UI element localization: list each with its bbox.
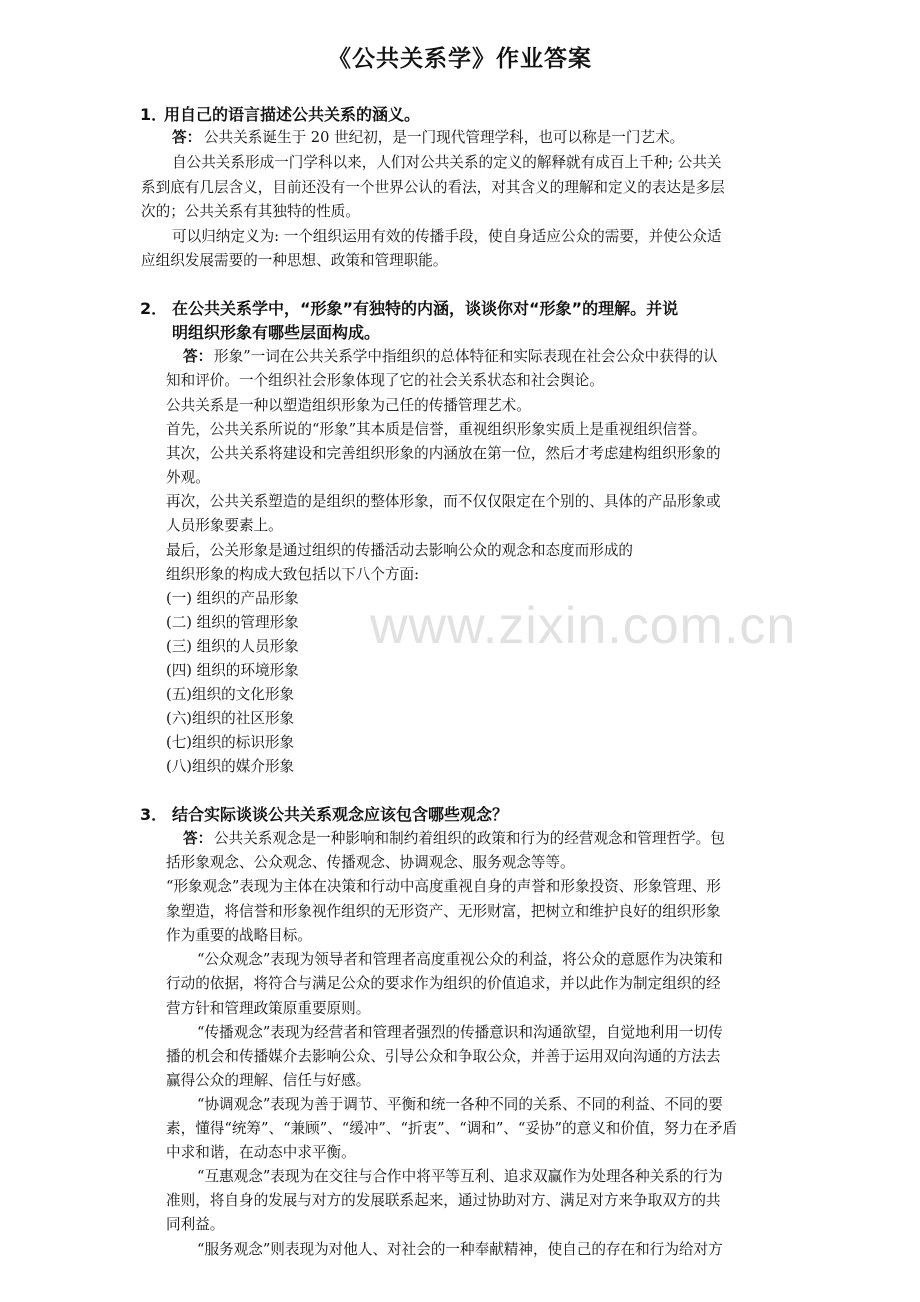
q3-line: “协调观念”表现为善于调节、平衡和统一各种不同的关系、不同的利益、不同的要: [197, 1096, 723, 1113]
q2-line: 形象”一词在公共关系学中指组织的总体特征和实际表现在社会公众中获得的认: [214, 348, 718, 365]
q1-line: 自公共关系形成一门学科以来，人们对公共关系的定义的解释就有成百上千种; 公共关: [172, 154, 722, 171]
q2-list-item: (一) 组织的产品形象: [166, 590, 299, 607]
question-3-number: 3．: [140, 805, 168, 824]
q1-line: 次的；公共关系有其独特的性质。: [141, 203, 360, 220]
q3-line: 同利益。: [166, 1216, 225, 1233]
q2-line: 再次，公共关系塑造的是组织的整体形象，而不仅仅限定在个别的、具体的产品形象或: [166, 493, 721, 510]
question-3-text: 结合实际谈谈公共关系观念应该包含哪些观念？: [172, 805, 509, 824]
q1-line: 系到底有几层含义，目前还没有一个世界公认的看法，对其含义的理解和定义的表达是多层: [141, 179, 725, 196]
q2-line: 其次，公共关系将建设和完善组织形象的内涵放在第一位，然后才考虑建构组织形象的: [166, 445, 721, 462]
q2-answer-label: 答：: [183, 348, 213, 365]
q3-line: 素，懂得“统筹”、“兼顾”、“缓冲”、“折衷”、“调和”、“妥协”的意义和价值，努力在矛盾: [166, 1120, 738, 1137]
q3-line: “服务观念”则表现为对他人、对社会的一种奉献精神，使自己的存在和行为给对方: [197, 1241, 723, 1258]
q2-list-item: (三) 组织的人员形象: [166, 638, 299, 655]
q3-line: 象塑造，将信誉和形象视作组织的无形资产、无形财富，把树立和维护良好的组织形象: [166, 903, 721, 920]
q2-list-item: (二) 组织的管理形象: [166, 614, 299, 631]
q2-line: 人员形象要素上。: [166, 517, 283, 534]
q3-line: 公共关系观念是一种影响和制约着组织的政策和行为的经营观念和管理哲学。包: [214, 830, 725, 847]
q1-line: 应组织发展需要的一种思想、政策和管理职能。: [141, 252, 448, 269]
q3-line: 中求和谐，在动态中求平衡。: [166, 1144, 356, 1161]
q3-line: 营方针和管理政策原重要原则。: [166, 1000, 371, 1017]
q2-line: 公共关系是一种以塑造组织形象为己任的传播管理艺术。: [166, 397, 531, 414]
q2-line: 组织形象的构成大致包括以下八个方面:: [166, 566, 420, 583]
q2-list-item: (八)组织的媒介形象: [166, 758, 295, 775]
q2-list-item: (五)组织的文化形象: [166, 686, 295, 703]
q2-list-item: (七)组织的标识形象: [166, 734, 295, 751]
q3-line: 作为重要的战略目标。: [166, 927, 312, 944]
question-2-number: 2．: [140, 299, 168, 318]
q3-line: 行动的依据，将符合与满足公众的要求作为组织的价值追求，并以此作为制定组织的经: [166, 975, 721, 992]
q3-line: “传播观念”表现为经营者和管理者强烈的传播意识和沟通欲望，自觉地利用一切传: [197, 1024, 723, 1041]
q2-line: 最后，公关形象是通过组织的传播活动去影响公众的观念和态度而形成的: [166, 542, 634, 559]
q2-line: 首先，公共关系所说的“形象”其本质是信誉，重视组织形象实质上是重视组织信誉。: [166, 421, 707, 438]
q3-line: “公众观念”表现为领导者和管理者高度重视公众的利益，将公众的意愿作为决策和: [197, 951, 723, 968]
q2-list-item: (四) 组织的环境形象: [166, 662, 299, 679]
q1-answer-label: 答：: [172, 129, 202, 146]
q3-answer-label: 答：: [183, 830, 213, 847]
question-1-number: 1．: [140, 105, 168, 124]
question-2-text: 明组织形象有哪些层面构成。: [172, 323, 381, 342]
q2-list-item: (六)组织的社区形象: [166, 710, 295, 727]
q1-line: 可以归纳定义为: 一个组织运用有效的传播手段，使自身适应公众的需要，并使公众适: [172, 228, 722, 245]
q3-line: 播的机会和传播媒介去影响公众、引导公众和争取公众，并善于运用双向沟通的方法去: [166, 1048, 721, 1065]
question-2-text: 在公共关系学中，“形象”有独特的内涵，谈谈你对“形象”的理解。并说: [172, 299, 679, 318]
watermark: www.zixin.com.cn: [370, 597, 797, 655]
q3-line: 括形象观念、公众观念、传播观念、协调观念、服务观念等等。: [166, 854, 575, 871]
q3-line: 赢得公众的理解、信任与好感。: [166, 1072, 371, 1089]
q2-line: 知和评价。一个组织社会形象体现了它的社会关系状态和社会舆论。: [166, 372, 604, 389]
q2-line: 外观。: [166, 469, 210, 486]
q3-line: “形象观念”表现为主体在决策和行动中高度重视自身的声誉和形象投资、形象管理、形: [166, 878, 721, 895]
q3-line: 准则，将自身的发展与对方的发展联系起来，通过协助对方、满足对方来争取双方的共: [166, 1192, 721, 1209]
question-1-text: 用自己的语言描述公共关系的涵义。: [164, 105, 421, 124]
q1-line: 公共关系诞生于 20 世纪初，是一门现代管理学科，也可以称是一门艺术。: [204, 129, 685, 146]
document-title: 《公共关系学》作业答案: [328, 46, 592, 72]
q3-line: “互惠观念”表现为在交往与合作中将平等互利、追求双赢作为处理各种关系的行为: [197, 1168, 723, 1185]
